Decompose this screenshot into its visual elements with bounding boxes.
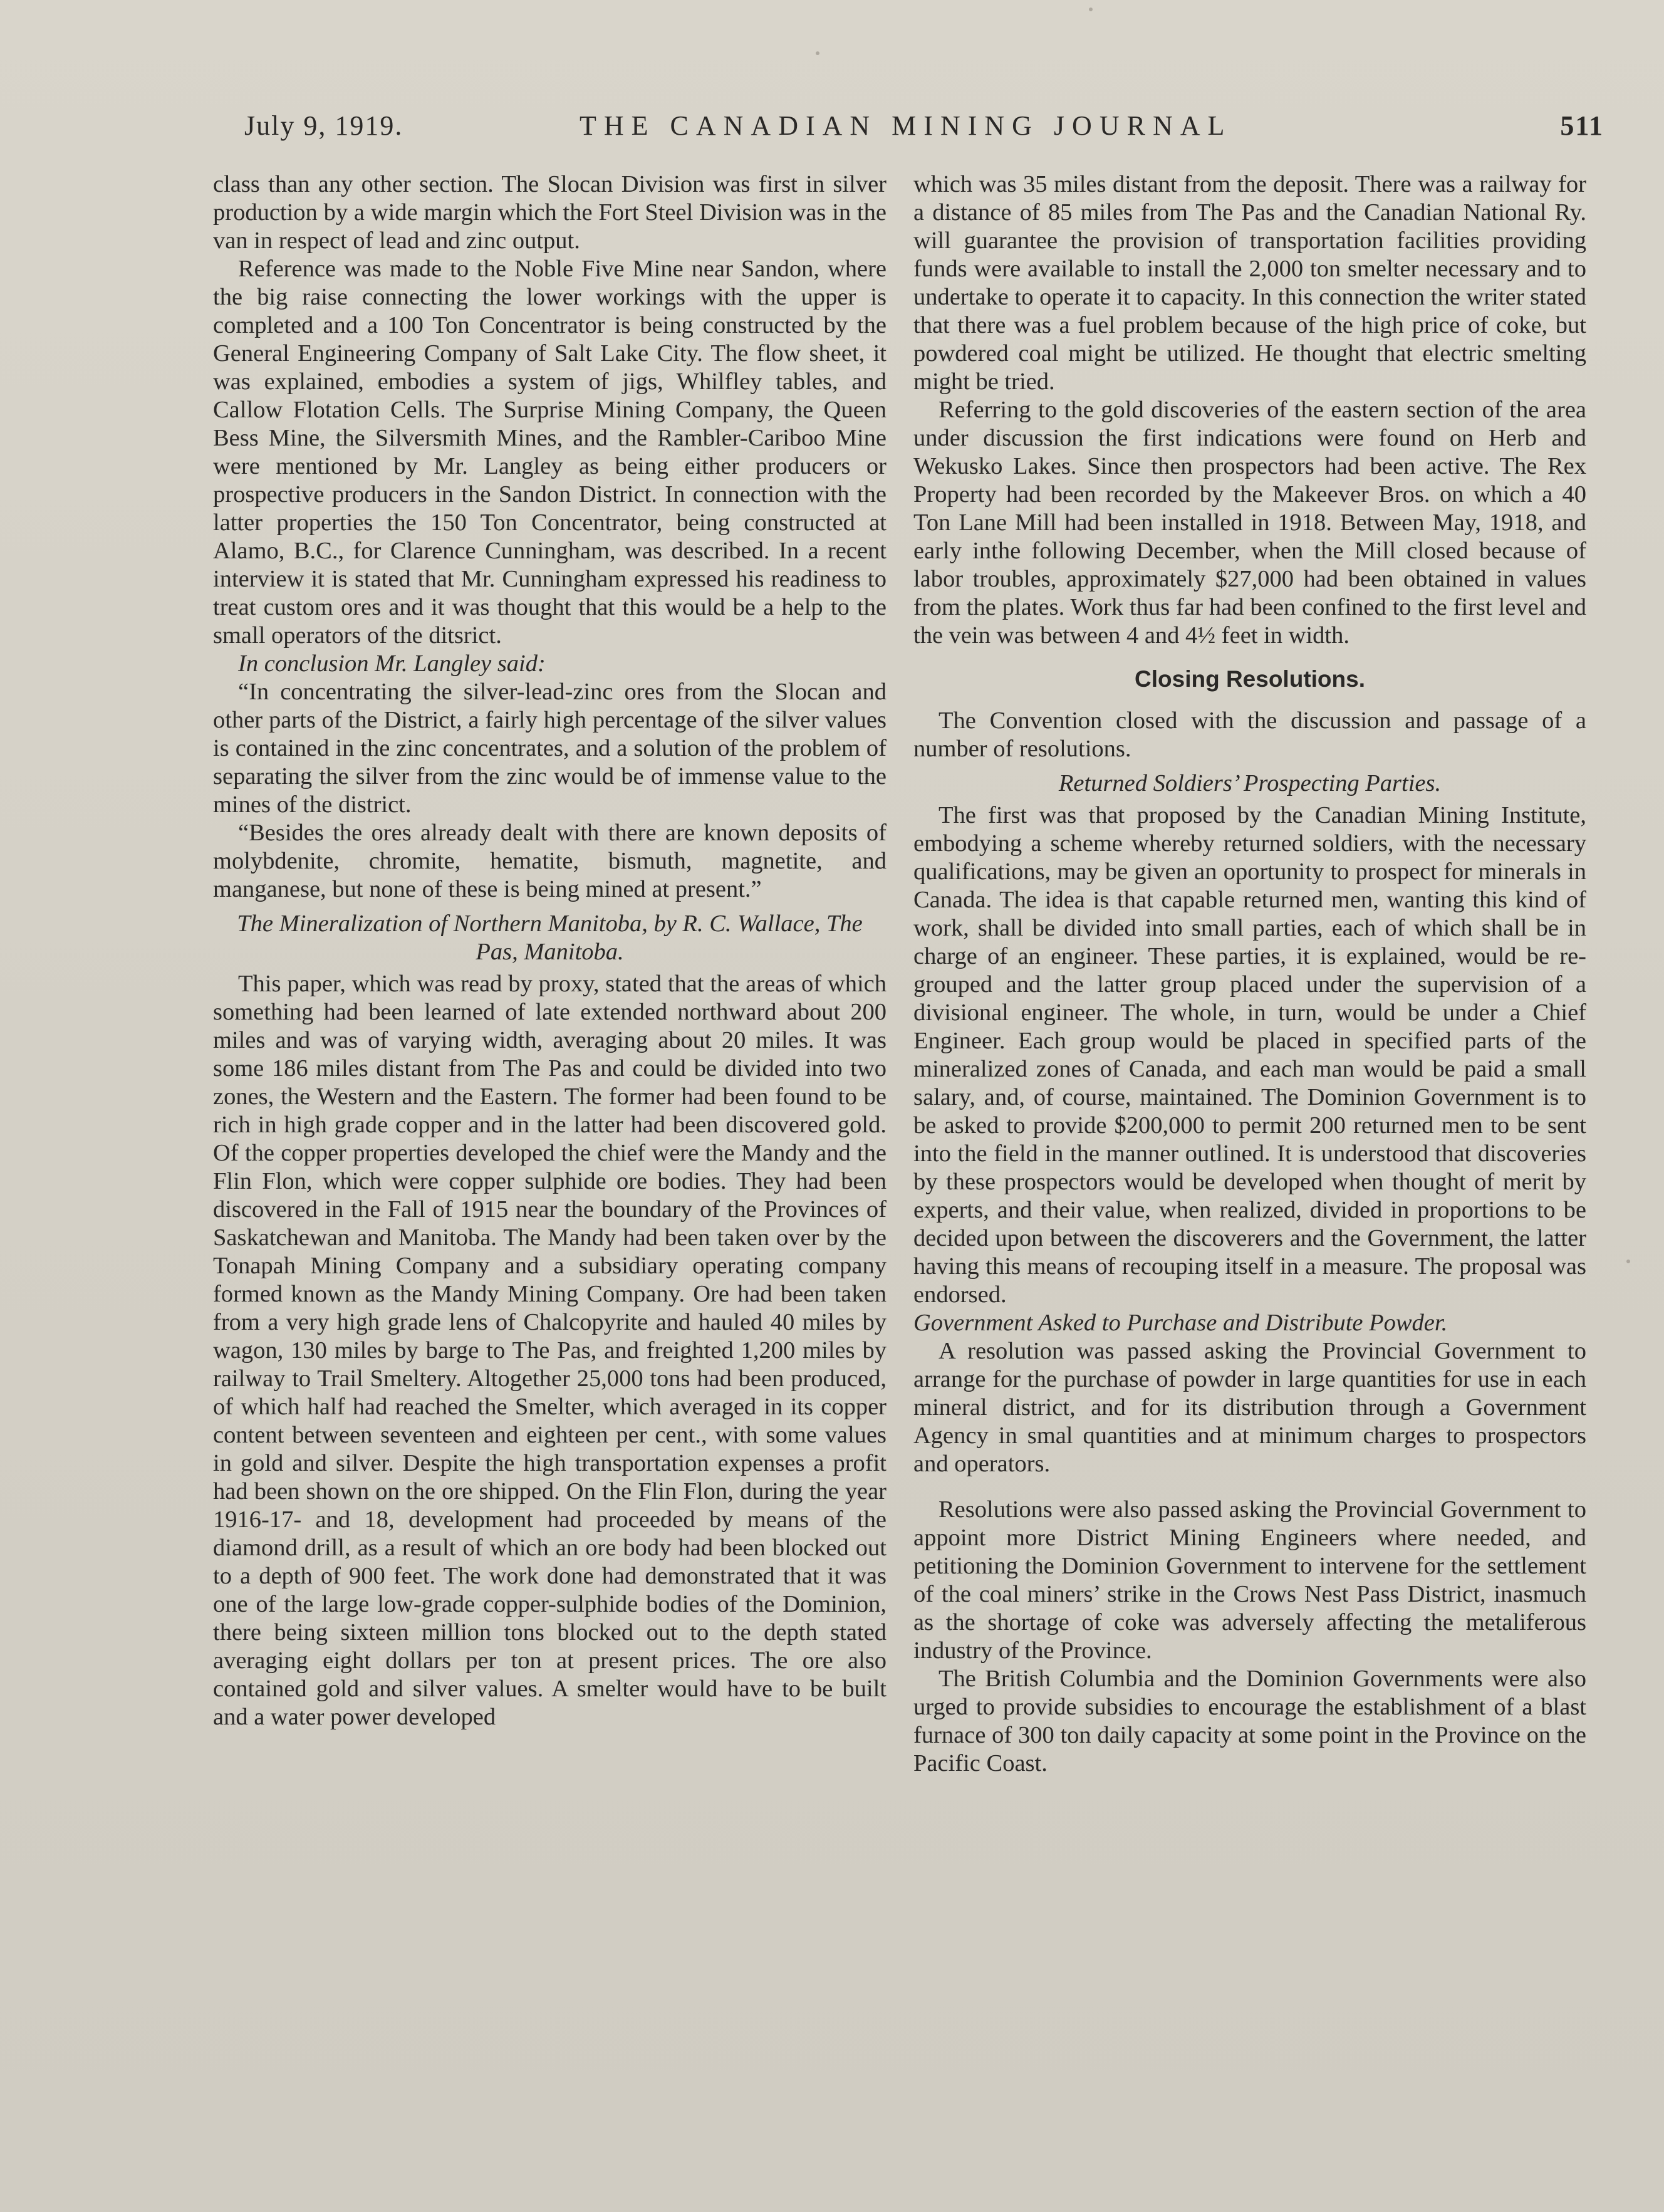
paragraph: A resolution was passed asking the Provincial Government to arrange for the purchase of powder in large quantities for use in each mineral district, and for its distribution through a Government Agency in smal quantities and at minimum charges to prospectors and operators. <box>913 1338 1586 1477</box>
quote-paragraph: “In concentrating the silver-lead-zinc ores from the Slocan and other parts of the District, a fairly high percentage of the silver values is contained in the zinc concentrates, and a solution of the problem of separating the silver from the zinc would be of immense value to the mines of the district. <box>213 679 887 818</box>
paragraph: Referring to the gold discoveries of the eastern section of the area under discussion the first indications were found on Herb and Wekusko Lakes. Since then prospectors had been active. The Rex Property had been recorded by the Makeever Bros. on which a 40 Ton Lane Mill had been installed in 1918. Between May, 1918, and early inthe following December, when the Mill closed because of labor troubles, approximately $27,000 had been obtained in values from the plates. Work thus far had been confined to the first level and the vein was between 4 and 4½ feet in width. <box>913 397 1586 649</box>
journal-title: THE CANADIAN MINING JOURNAL <box>580 110 1232 141</box>
subsection-heading: Government Asked to Purchase and Distribute Powder. <box>913 1310 1448 1336</box>
paper-speck <box>816 51 819 55</box>
subsection-heading: Returned Soldiers’ Prospecting Parties. <box>1058 770 1442 796</box>
conclusion-label: In conclusion Mr. Langley said: <box>238 650 546 677</box>
right-column <box>913 170 1586 1778</box>
paragraph: Reference was made to the Noble Five Mine near Sandon, where the big raise connecting the lower workings with the upper is completed and a 100 Ton Concentrator is being constructed by the General Engineering Company of Salt Lake City. The flow sheet, it was explained, embodies a system of jigs, Whilfley tables, and Callow Flotation Cells. The Surprise Mining Company, the Queen Bess Mine, the Silversmith Mines, and the Rambler-Cariboo Mine were mentioned by Mr. Langley as being either producers or prospective producers in the Sandon District. In connection with the latter properties the 150 Ton Concentrator, being constructed at Alamo, B.C., for Clarence Cunningham, was described. In a recent interview it is stated that Mr. Cunningham expressed his readiness to treat custom ores and it was thought that this would be a help to the small operators of the ditsrict. <box>213 256 887 649</box>
paragraph: Resolutions were also passed asking the Provincial Government to appoint more District Mining Engineers where needed, and petitioning the Dominion Government to intervene for the settlement of the coal miners’ strike in the Crows Nest Pass District, inasmuch as the shortage of coke was adversely affecting the metaliferous industry of the Province. <box>913 1496 1586 1664</box>
spacer <box>913 1478 1586 1496</box>
paragraph: The British Columbia and the Dominion Governments were also urged to provide subsidies to encourage the establishment of a blast furnace of 300 ton daily capacity at some point in the Province on the Pacific Coast. <box>913 1666 1586 1776</box>
paper-heading: The Mineralization of Northern Manitoba, by R. C. Wallace, The Pas, Manitoba. <box>237 910 863 965</box>
section-heading: Closing Resolutions. <box>1135 666 1365 692</box>
paragraph: The Convention closed with the discussion and passage of a number of resolutions. <box>913 707 1586 762</box>
paper-speck <box>1626 1260 1630 1263</box>
issue-date: July 9, 1919. <box>244 110 403 141</box>
paragraph: The first was that proposed by the Canadian Mining Institute, embodying a scheme whereby returned soldiers, with the necessary qualifications, may be given an oportunity to prospect for minerals in Canada. The idea is that capable returned men, wanting this kind of work, shall be divided into small parties, each of which shall be in charge of an engineer. These parties, it is explained, would be re-grouped and the latter group placed under the supervision of a divisional engineer. The whole, in turn, would be under a Chief Engineer. Each group would be placed in specified parts of the mineralized zones of Canada, and each man would be paid a small salary, and, of course, maintained. The Dominion Government is to be asked to provide $200,000 to permit 200 returned men to be sent into the field in the manner outlined. It is understood that discoveries by these prospectors would be developed when thought of merit by experts, and their value, when realized, divided in proportions to be decided upon between the discoverers and the Government, the latter having this means of recouping itself in a measure. The proposal was endorsed. <box>913 802 1586 1308</box>
page-number: 511 <box>1560 110 1604 141</box>
paragraph: This paper, which was read by proxy, stated that the areas of which something had been learned of late extended northward about 200 miles and was of varying width, averaging about 20 miles. It was some 186 miles distant from The Pas and could be divided into two zones, the Western and the Eastern. The former had been found to be rich in high grade copper and in the latter had been discovered gold. Of the copper properties developed the chief were the Mandy and the Flin Flon, which were copper sulphide ore bodies. They had been discovered in the Fall of 1915 near the boundary of the Provinces of Saskatchewan and Manitoba. The Mandy had been taken over by the Tonapah Mining Company and a subsidiary operating company formed known as the Mandy Mining Company. Ore had been taken from a very high grade lens of Chalcopyrite and hauled 40 miles by wagon, 130 miles by barge to The Pas, and freighted 1,200 miles by railway to Trail Smeltery. Altogether 25,000 tons had been produced, of which half had reached the Smelter, which averaged in its copper content between seventeen and eighteen per cent., with some values in gold and silver. Despite the high transportation expenses a profit had been shown on the ore shipped. On the Flin Flon, during the year 1916-17- and 18, development had proceeded by means of the diamond drill, as a result of which an ore body had been blocked out to a depth of 900 feet. The work done had demonstrated that it was one of the large low-grade copper-sulphide bodies of the Dominion, there being sixteen million tons blocked out to the depth stated averaging eight dollars per ton at present prices. The ore also contained gold and silver values. A smelter would have to be built and a water power developed <box>213 971 887 1730</box>
paper-speck <box>1089 8 1093 11</box>
paragraph: which was 35 miles distant from the deposit. There was a railway for a distance of 85 miles from The Pas and the Canadian National Ry. will guarantee the provision of transportation facilities providing funds were available to install the 2,000 ton smelter necessary and to undertake to operate it to capacity. In this connection the writer stated that there was a fuel problem because of the high price of coke, but powdered coal might be utilized. He thought that electric smelting might be tried. <box>913 171 1586 395</box>
left-column <box>213 170 887 1731</box>
paragraph: class than any other section. The Slocan Division was first in silver production by a wide margin which the Fort Steel Division was in the van in respect of lead and zinc output. <box>213 171 887 254</box>
page-header <box>244 110 1604 154</box>
quote-paragraph: “Besides the ores already dealt with there are known deposits of molybdenite, chromite, hematite, bismuth, magnetite, and manganese, but none of these is being mined at present.” <box>213 820 887 902</box>
